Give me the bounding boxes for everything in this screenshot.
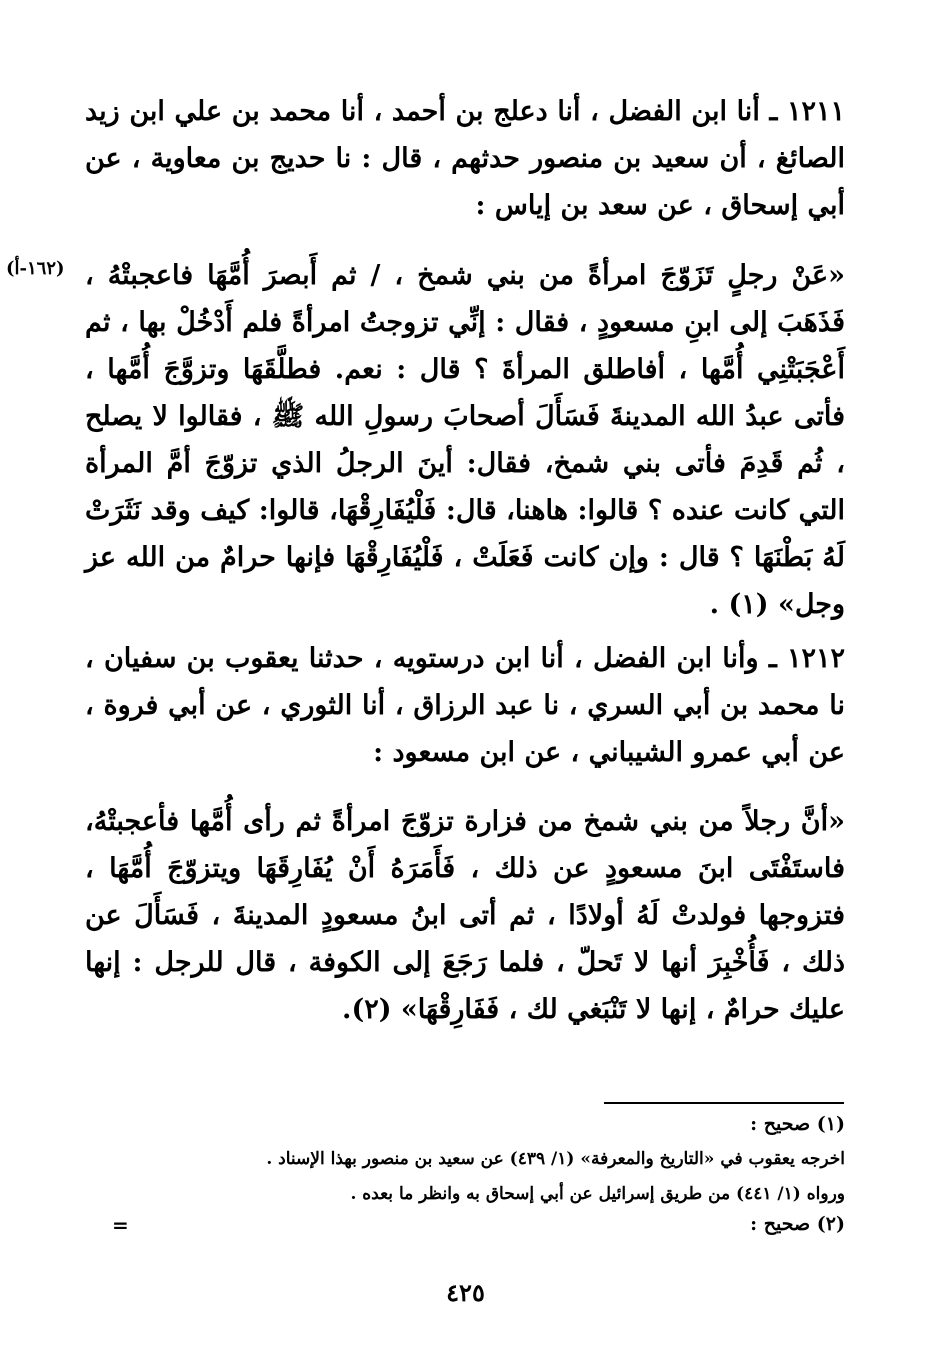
- isnad-text: ـ وأنا ابن الفضل ، أنا ابن درستويه ، حدثنا يعقوب بن سفيان ، نا محمد بن أبي السري ، نا عبد الرزاق ، أنا الثوري ، عن أبي فروة ، عن أبي عمرو الشيباني ، عن ابن مسعود :: [85, 643, 845, 768]
- page-number: ٤٢٥: [446, 1278, 485, 1307]
- matn-text: «عَنْ رجلٍ تَزَوّجَ امرأةً من بني شمخ ، / ثم أَبصرَ أُمَّهَا فاعجبتْهُ ، فَذَهَبَ إلى ابنِ مسعودٍ ، فقال : إنِّي تزوجتُ امرأةً فلم أَدْخُلْ بها ، ثم أَعْجَبَتْنِي أُمَّها ، أفاطلق المرأةَ ؟ قال : نعم. فطلَّقَهَا وتزوَّجَ أُمَّها ، فأتى عبدُ الله المدينةَ فَسَأَلَ أصحابَ رسولِ الله ﷺ ، فقالوا لا يصلح ، ثُم قَدِمَ فأتى بني شمخ، فقال: أينَ الرجلُ الذي تزوّجَ أمَّ المرأة التي كانت عنده ؟ قالوا: هاهنا، قال: فَلْيُفَارِقْهَا، قالوا: كيف وقد نَثَرَتْ لَهُ بَطْنَهَا ؟ قال : وإن كانت فَعَلَتْ ، فَلْيُفَارِقْهَا فإنها حرامٌ من الله عز وجل»: [85, 260, 845, 620]
- hadith-1212-matn: [85, 798, 845, 1033]
- footnote-ref: (٢): [351, 994, 392, 1025]
- sentence-end: .: [709, 589, 729, 620]
- manuscript-folio-marker: (١٦٢-أ): [6, 258, 65, 279]
- footnote-1-line-2: ورواه (١/ ٤٤١) من طريق إسرائيل عن أبي إسحاق به وانظر ما بعده .: [350, 1184, 845, 1204]
- hadith-1211-matn: [85, 252, 845, 628]
- matn-text: «أنَّ رجلاً من بني شمخ من فزارة تزوّجَ امرأةً ثم رأى أُمَّها فأعجبتْهُ، فاستَفْتَى ابنَ مسعودٍ عن ذلك ، فَأَمَرَهُ أَنْ يُفَارِقَهَا ويتزوّجَ أُمَّهَا ، فتزوجها فولدتْ لَهُ أولادًا ، ثم أتى ابنُ مسعودٍ المدينةَ ، فَسَأَلَ عن ذلك ، فَأُخْبِرَ أنها لا تَحلّ ، فلما رَجَعَ إلى الكوفة ، قال للرجل : إنها عليك حرامٌ ، إنها لا تَنْبَغي لك ، فَفَارِقْهَا»: [85, 806, 845, 1025]
- hadith-number: ١٢١٢: [786, 643, 845, 674]
- footnote-2-heading: (٢) صحيح :: [750, 1213, 845, 1235]
- continuation-mark: =: [112, 1213, 129, 1237]
- sentence-end: .: [342, 994, 352, 1025]
- isnad-text: ـ أنا ابن الفضل ، أنا دعلج بن أحمد ، أنا محمد بن علي ابن زيد الصائغ ، أن سعيد بن منصور حدثهم ، قال : نا حديج بن معاوية ، عن أبي إسحاق ، عن سعد بن إياس :: [85, 96, 845, 221]
- footnote-1-heading: (١) صحيح :: [750, 1113, 845, 1135]
- hadith-number: ١٢١١: [786, 96, 845, 127]
- footnote-ref: (١): [728, 589, 769, 620]
- footnote-divider: [604, 1102, 844, 1104]
- hadith-1211-isnad: [85, 88, 845, 229]
- hadith-1212-isnad: [85, 635, 845, 776]
- footnote-1-line-1: اخرجه يعقوب في «التاريخ والمعرفة» (١/ ٤٣٩) عن سعيد بن منصور بهذا الإسناد .: [266, 1149, 845, 1169]
